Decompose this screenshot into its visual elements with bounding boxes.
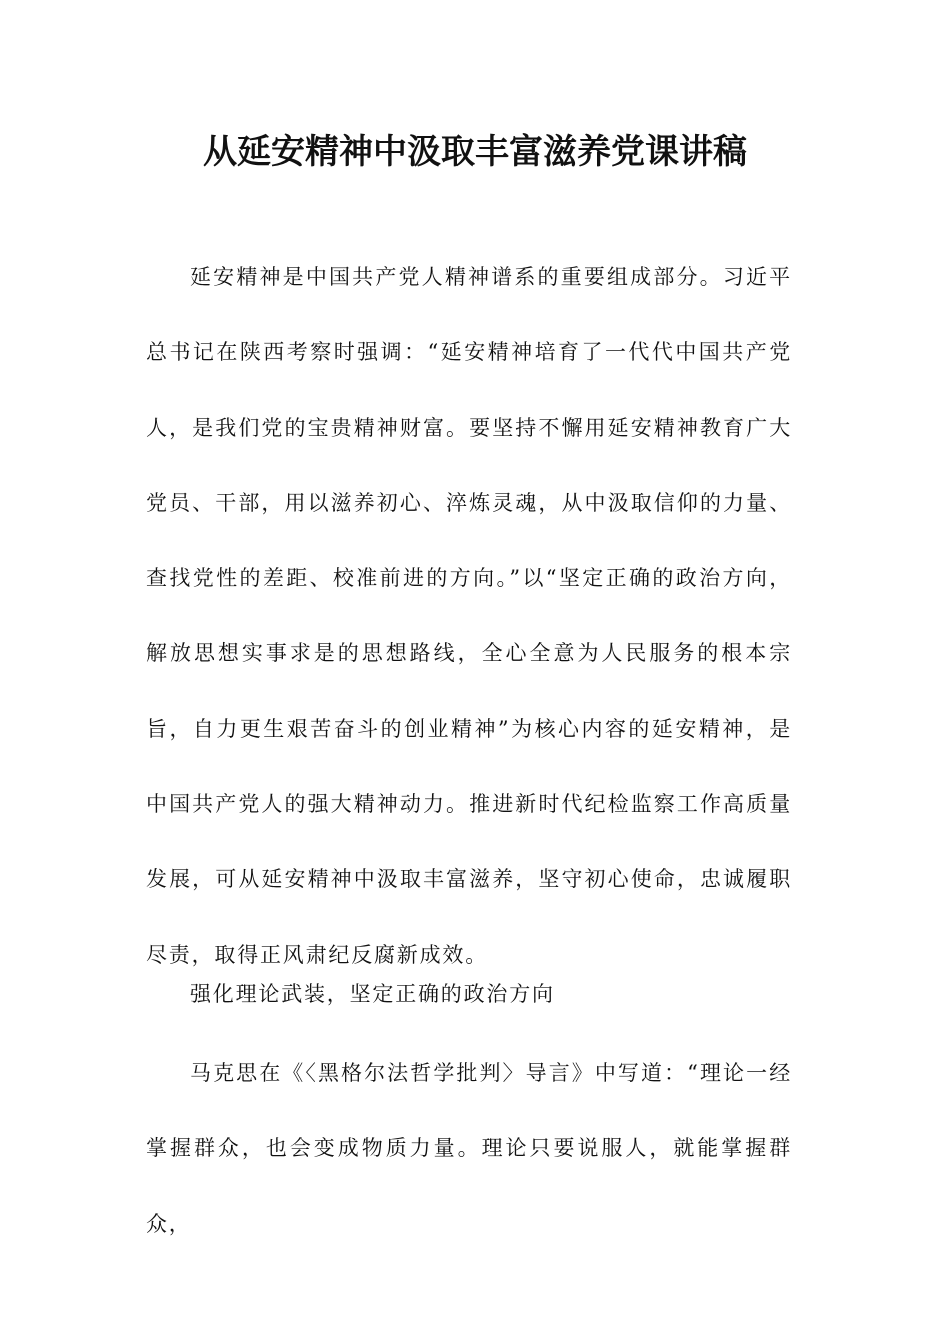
section-heading: 强化理论武装，坚定正确的政治方向 <box>190 982 555 1006</box>
section-paragraph: 马克思在《〈黑格尔法哲学批判〉导言》中写道：“理论一经掌握群众，也会变成物质力量。理论只要说服人，就能掌握群众， <box>146 1061 792 1236</box>
intro-paragraph: 延安精神是中国共产党人精神谱系的重要组成部分。习近平总书记在陕西考察时强调：“延安精神培育了一代代中国共产党人，是我们党的宝贵精神财富。要坚持不懈用延安精神教育广大党员、干部，用以滋养初心、淬炼灵魂，从中汲取信仰的力量、查找党性的差距、校准前进的方向。”以“坚定正确的政治方向，解放思想实事求是的思想路线，全心全意为人民服务的根本宗旨，自力更生艰苦奋斗的创业精神”为核心内容的延安精神，是中国共产党人的强大精神动力。推进新时代纪检监察工作高质量发展，可从延安精神中汲取丰富滋养，坚守初心使命，忠诚履职尽责，取得正风肃纪反腐新成效。 <box>146 265 792 967</box>
document-title: 从延安精神中汲取丰富滋养党课讲稿 <box>203 132 747 172</box>
